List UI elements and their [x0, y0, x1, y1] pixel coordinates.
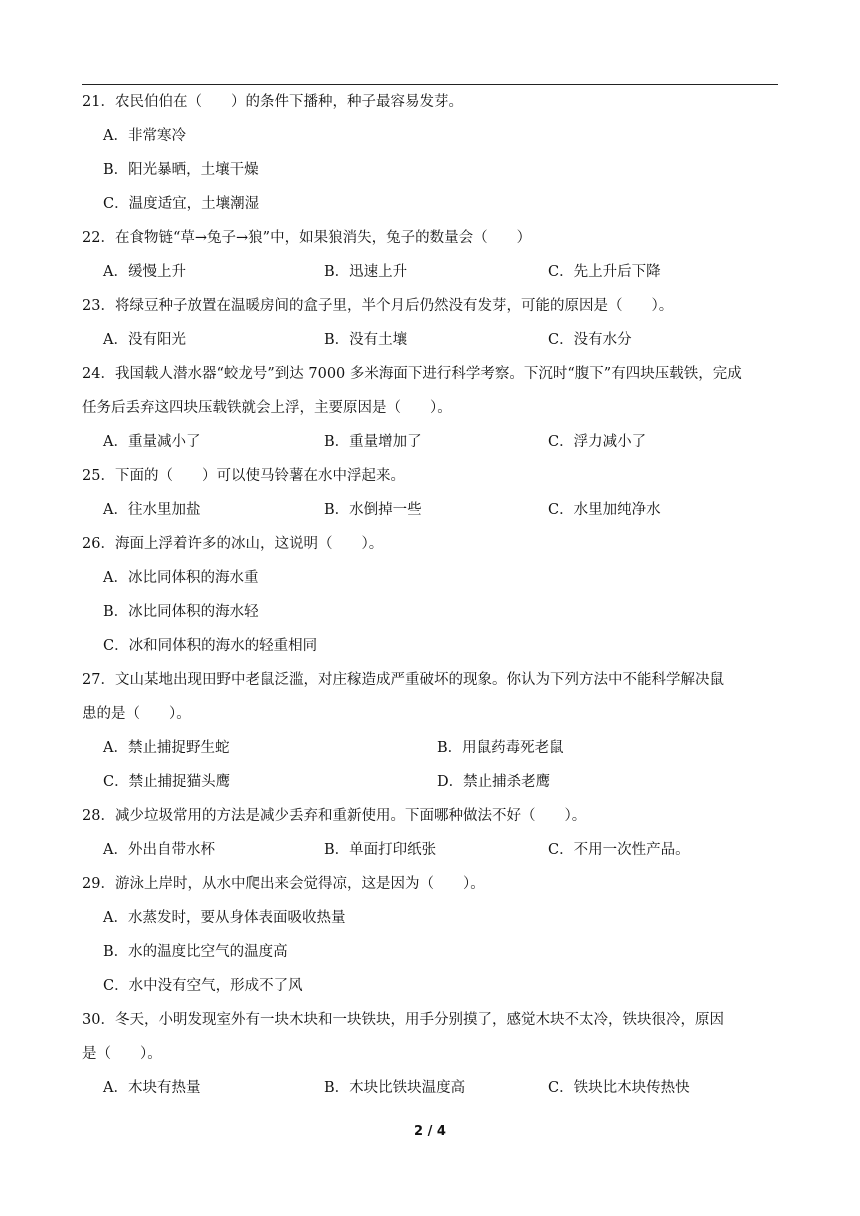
question-28-option-a: A．外出自带水杯 — [103, 842, 215, 858]
question-30-option-a: A．木块有热量 — [103, 1080, 201, 1096]
question-26-option-a: A．冰比同体积的海水重 — [103, 570, 259, 586]
question-28-stem: 28．减少垃圾常用的方法是减少丢弃和重新使用。下面哪种做法不好（ ）。 — [82, 808, 587, 824]
question-30-option-c: C．铁块比木块传热快 — [548, 1080, 690, 1096]
question-24-option-b: B．重量增加了 — [324, 434, 422, 450]
question-27-option-a: A．禁止捕捉野生蛇 — [103, 740, 230, 756]
question-22-option-a: A．缓慢上升 — [103, 264, 186, 280]
question-30-stem-line-1: 30．冬天，小明发现室外有一块木块和一块铁块，用手分别摸了，感觉木块不太冷，铁块很冷，原因 — [82, 1012, 724, 1028]
question-21-option-c: C．温度适宜，土壤潮湿 — [103, 196, 260, 212]
question-21-option-a: A．非常寒冷 — [103, 128, 186, 144]
question-22-option-b: B．迅速上升 — [324, 264, 408, 280]
question-29-option-a: A．水蒸发时，要从身体表面吸收热量 — [103, 910, 346, 926]
question-27-option-b: B．用鼠药毒死老鼠 — [437, 740, 564, 756]
question-21-option-b: B．阳光暴晒，土壤干燥 — [103, 162, 259, 178]
question-24-stem-line-2: 任务后丢弃这四块压载铁就会上浮，主要原因是（ ）。 — [82, 400, 452, 416]
question-24-option-c: C．浮力减小了 — [548, 434, 647, 450]
question-24-option-a: A．重量减小了 — [103, 434, 201, 450]
question-27-option-d: D．禁止捕杀老鹰 — [437, 774, 551, 790]
question-22-option-c: C．先上升后下降 — [548, 264, 661, 280]
question-25-option-c: C．水里加纯净水 — [548, 502, 661, 518]
question-25-option-b: B．水倒掉一些 — [324, 502, 422, 518]
question-26-option-c: C．冰和同体积的海水的轻重相同 — [103, 638, 318, 654]
question-25-option-a: A．往水里加盐 — [103, 502, 201, 518]
question-23-option-c: C．没有水分 — [548, 332, 632, 348]
question-27-option-c: C．禁止捕捉猫头鹰 — [103, 774, 231, 790]
question-22-stem: 22．在食物链“草→兔子→狼”中，如果狼消失，兔子的数量会（ ） — [82, 230, 532, 246]
question-27-stem-line-1: 27．文山某地出现田野中老鼠泛滥，对庄稼造成严重破坏的现象。你认为下列方法中不能科学解决鼠 — [82, 672, 724, 688]
question-23-option-b: B．没有土壤 — [324, 332, 408, 348]
header-rule — [82, 84, 778, 85]
question-30-stem-line-2: 是（ ）。 — [82, 1046, 162, 1062]
question-25-stem: 25．下面的（ ）可以使马铃薯在水中浮起来。 — [82, 468, 405, 484]
question-30-option-b: B．木块比铁块温度高 — [324, 1080, 466, 1096]
question-28-option-b: B．单面打印纸张 — [324, 842, 437, 858]
question-26-option-b: B．冰比同体积的海水轻 — [103, 604, 259, 620]
question-24-stem-line-1: 24．我国载人潜水器“蛟龙号”到达 7000 多米海面下进行科学考察。下沉时“腹下”有四块压载铁，完成 — [82, 366, 742, 382]
page-number: 2 / 4 — [414, 1124, 446, 1139]
question-26-stem: 26．海面上浮着许多的冰山，这说明（ ）。 — [82, 536, 384, 552]
question-23-option-a: A．没有阳光 — [103, 332, 186, 348]
question-28-option-c: C．不用一次性产品。 — [548, 842, 690, 858]
question-29-option-c: C．水中没有空气，形成不了风 — [103, 978, 303, 994]
question-29-stem: 29．游泳上岸时，从水中爬出来会觉得凉，这是因为（ ）。 — [82, 876, 485, 892]
question-27-stem-line-2: 患的是（ ）。 — [82, 706, 191, 722]
question-23-stem: 23．将绿豆种子放置在温暖房间的盒子里，半个月后仍然没有发芽，可能的原因是（ ）。 — [82, 298, 674, 314]
question-21-stem: 21．农民伯伯在（ ）的条件下播种，种子最容易发芽。 — [82, 94, 463, 110]
question-29-option-b: B．水的温度比空气的温度高 — [103, 944, 288, 960]
